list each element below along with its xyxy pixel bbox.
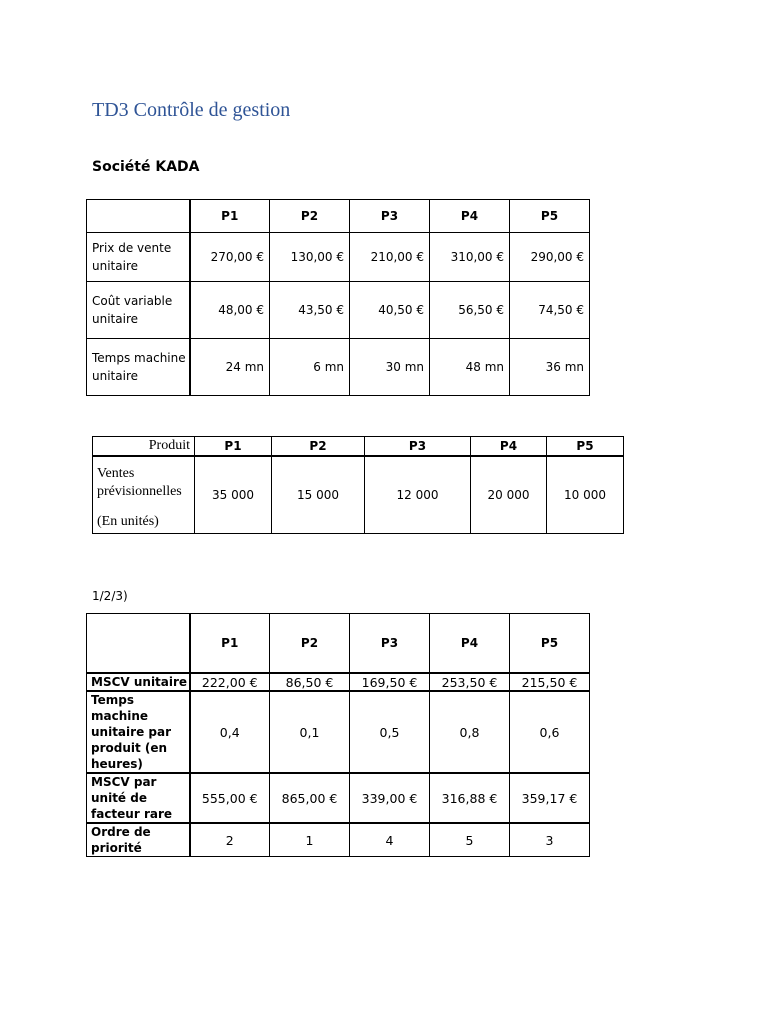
table-cell: 0,8 — [430, 691, 510, 773]
table-cell: 310,00 € — [430, 233, 510, 282]
row-label: MSCV par unité de facteur rare — [87, 773, 190, 823]
header-blank-cell — [87, 200, 190, 233]
table-cell: 24 mn — [190, 339, 270, 396]
product-data-table — [86, 199, 590, 396]
header-p4: P4 — [430, 200, 510, 233]
table-cell: 0,6 — [510, 691, 590, 773]
header-produit: Produit — [93, 437, 195, 457]
table-cell: 0,4 — [190, 691, 270, 773]
table-cell: 253,50 € — [430, 673, 510, 691]
table-cell: 169,50 € — [350, 673, 430, 691]
table-cell: 215,50 € — [510, 673, 590, 691]
table-cell: 10 000 — [547, 456, 624, 534]
margin-priority-table — [86, 613, 590, 857]
header-p1: P1 — [190, 200, 270, 233]
header-p5: P5 — [547, 437, 624, 457]
header-p3: P3 — [350, 200, 430, 233]
header-p2: P2 — [272, 437, 365, 457]
row-label: Temps machine unitaire par produit (en heures) — [87, 691, 190, 773]
table-cell: 270,00 € — [190, 233, 270, 282]
header-p4: P4 — [471, 437, 547, 457]
header-p2: P2 — [270, 200, 350, 233]
header-p3: P3 — [365, 437, 471, 457]
header-p1: P1 — [190, 614, 270, 674]
table-cell: 12 000 — [365, 456, 471, 534]
header-p4: P4 — [430, 614, 510, 674]
document-title: TD3 Contrôle de gestion — [92, 99, 291, 121]
company-name: Société KADA — [92, 159, 200, 175]
table-cell: 20 000 — [471, 456, 547, 534]
table-cell: 210,00 € — [350, 233, 430, 282]
row-label — [93, 456, 195, 534]
table-cell: 4 — [350, 823, 430, 857]
row-label: Coût variable unitaire — [87, 282, 190, 339]
table-cell: 2 — [190, 823, 270, 857]
table-cell: 48 mn — [430, 339, 510, 396]
table-cell: 30 mn — [350, 339, 430, 396]
table-row — [87, 691, 590, 773]
header-p1: P1 — [195, 437, 272, 457]
table-cell: 56,50 € — [430, 282, 510, 339]
row-label: Prix de vente unitaire — [87, 233, 190, 282]
table-cell: 36 mn — [510, 339, 590, 396]
table-row — [87, 673, 590, 691]
row-label-line: prévisionnelles — [97, 484, 182, 499]
row-label: Ordre de priorité — [87, 823, 190, 857]
table-row — [87, 823, 590, 857]
table-row — [93, 456, 624, 534]
table-cell: 0,5 — [350, 691, 430, 773]
table-cell: 15 000 — [272, 456, 365, 534]
table-cell: 86,50 € — [270, 673, 350, 691]
row-label-line: (En unités) — [97, 514, 159, 529]
table-cell: 3 — [510, 823, 590, 857]
header-p2: P2 — [270, 614, 350, 674]
table-cell: 40,50 € — [350, 282, 430, 339]
sales-forecast-table — [92, 436, 624, 534]
header-p5: P5 — [510, 614, 590, 674]
section-label: 1/2/3) — [92, 589, 128, 603]
table-cell: 290,00 € — [510, 233, 590, 282]
table-cell: 43,50 € — [270, 282, 350, 339]
table-cell: 1 — [270, 823, 350, 857]
header-blank-cell — [87, 614, 190, 674]
row-label: Temps machine unitaire — [87, 339, 190, 396]
table-row — [87, 339, 590, 396]
table-row — [87, 233, 590, 282]
table-cell: 865,00 € — [270, 773, 350, 823]
table-cell: 555,00 € — [190, 773, 270, 823]
table-cell: 222,00 € — [190, 673, 270, 691]
table-cell: 359,17 € — [510, 773, 590, 823]
table-cell: 6 mn — [270, 339, 350, 396]
table-cell: 0,1 — [270, 691, 350, 773]
table-cell: 5 — [430, 823, 510, 857]
table-cell: 316,88 € — [430, 773, 510, 823]
header-p3: P3 — [350, 614, 430, 674]
table-cell: 130,00 € — [270, 233, 350, 282]
table-cell: 35 000 — [195, 456, 272, 534]
table-row — [87, 282, 590, 339]
row-label: MSCV unitaire — [87, 673, 190, 691]
header-p5: P5 — [510, 200, 590, 233]
table-cell: 74,50 € — [510, 282, 590, 339]
table-row — [87, 773, 590, 823]
table-cell: 48,00 € — [190, 282, 270, 339]
table-cell: 339,00 € — [350, 773, 430, 823]
row-label-line: Ventes — [97, 466, 135, 481]
